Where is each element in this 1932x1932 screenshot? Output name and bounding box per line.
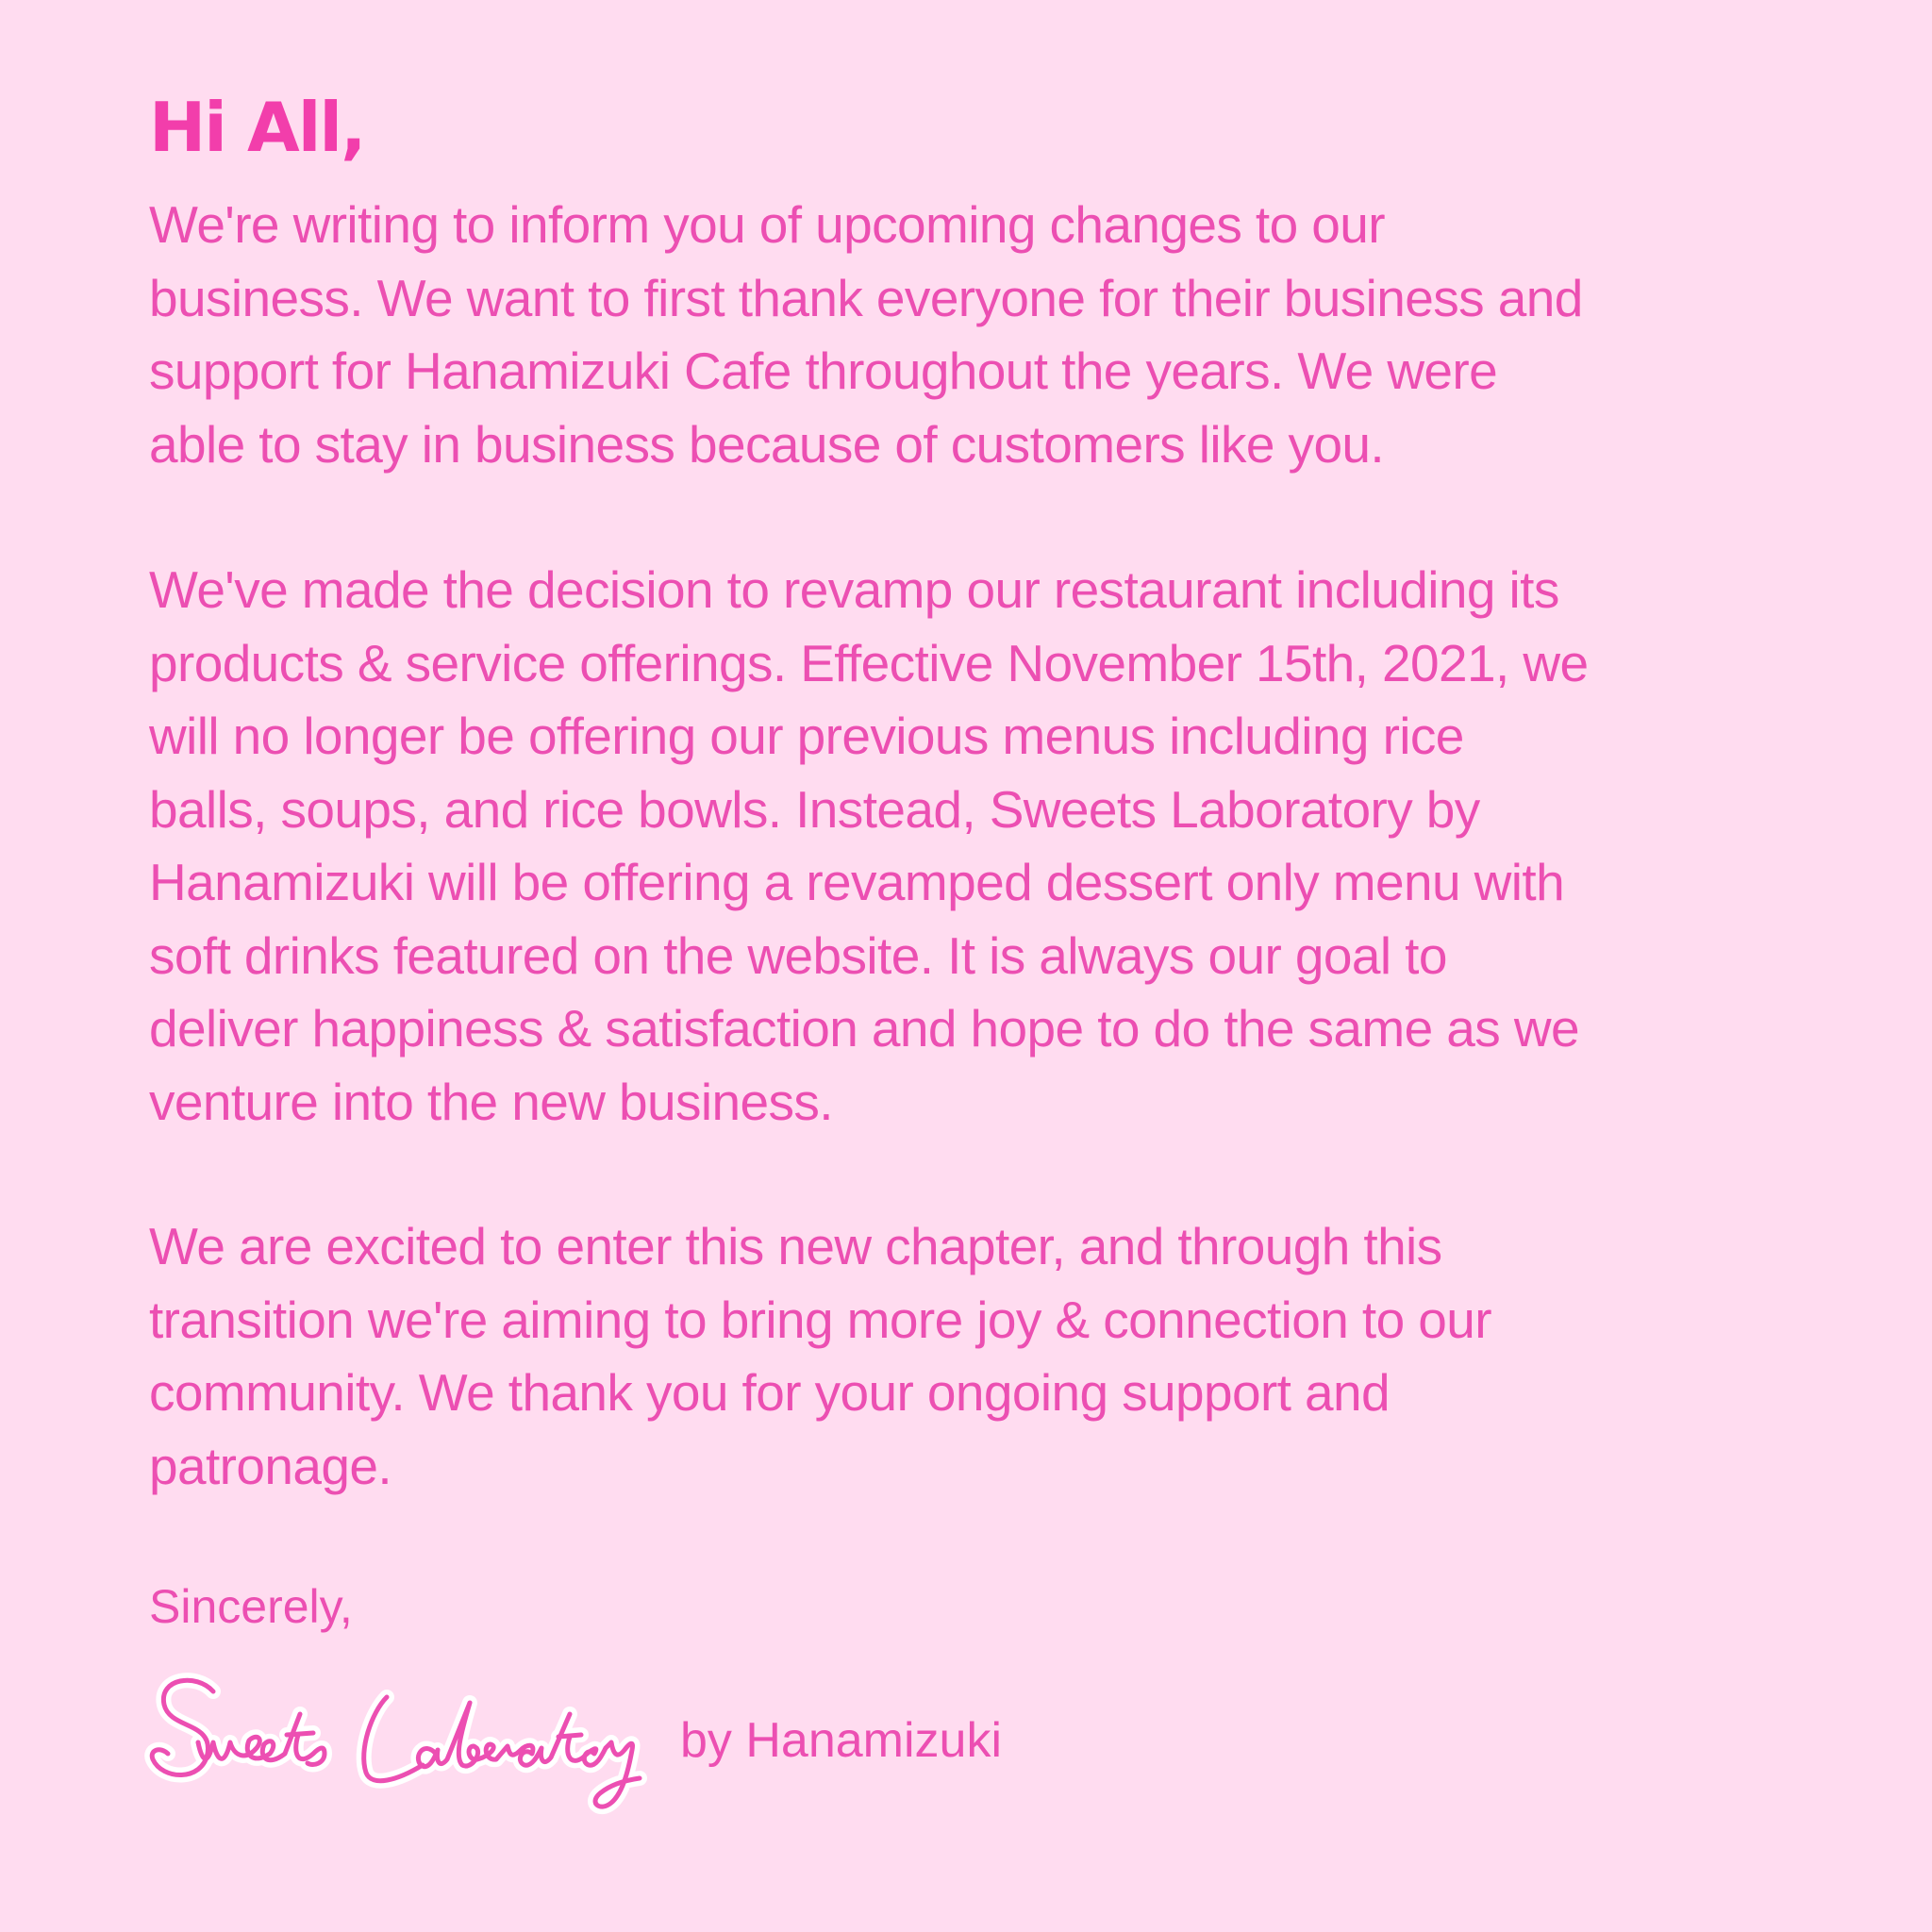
sweets-laboratory-logo: [140, 1656, 668, 1825]
text-line: We are excited to enter this new chapter, and through this: [149, 1217, 1442, 1275]
text-line: Hanamizuki will be offering a revamped dessert only menu with: [149, 853, 1565, 911]
text-line: transition we're aiming to bring more joy & connection to our: [149, 1290, 1491, 1349]
greeting-heading: Hi All,: [149, 88, 365, 167]
signature: [140, 1656, 1272, 1825]
paragraph-announcement: [149, 554, 1588, 1139]
text-line: community. We thank you for your ongoing support and: [149, 1363, 1391, 1422]
text-line: support for Hanamizuki Cafe throughout the years. We were: [149, 341, 1498, 400]
text-line: venture into the new business.: [149, 1072, 833, 1131]
text-line: patronage.: [149, 1436, 391, 1495]
closing-salutation: Sincerely,: [149, 1580, 353, 1633]
paragraph-closing-thoughts: [149, 1210, 1491, 1503]
text-line: deliver happiness & satisfaction and hope to do the same as we: [149, 999, 1579, 1058]
signature-byline: by Hanamizuki: [680, 1713, 1003, 1768]
text-line: soft drinks featured on the website. It is always our goal to: [149, 925, 1447, 985]
text-line: will no longer be offering our previous menus including rice: [149, 707, 1464, 765]
text-line: We're writing to inform you of upcoming changes to our: [149, 195, 1385, 254]
text-line: able to stay in business because of customers like you.: [149, 414, 1385, 474]
text-line: We've made the decision to revamp our restaurant including its: [149, 560, 1559, 619]
text-line: balls, soups, and rice bowls. Instead, Sweets Laboratory by: [149, 779, 1480, 839]
paragraph-intro: [149, 189, 1583, 481]
text-line: business. We want to first thank everyone for their business and: [149, 268, 1583, 327]
text-line: products & service offerings. Effective November 15th, 2021, we: [149, 633, 1589, 692]
